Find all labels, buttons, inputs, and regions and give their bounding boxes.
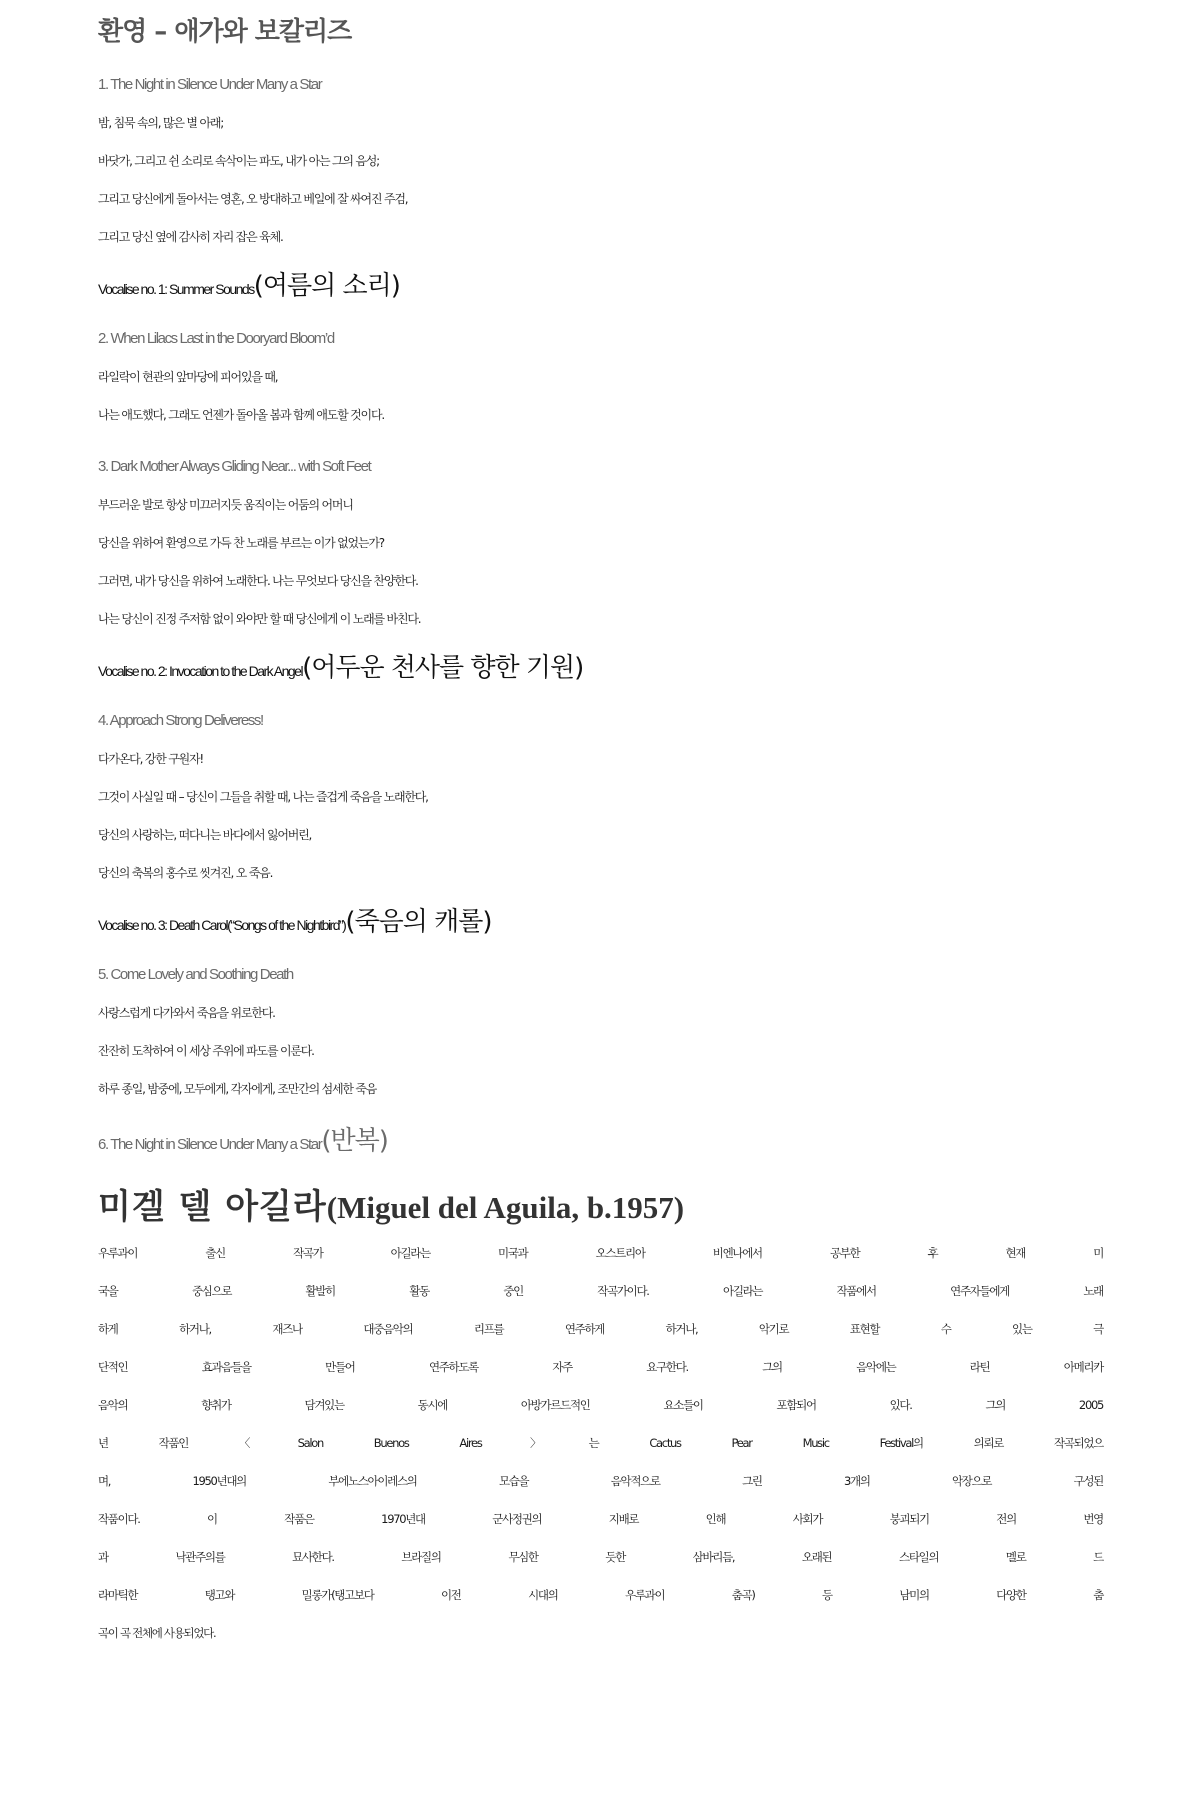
bio-line: 라마틱한 탱고와 밀롱가(탱고보다 이전 시대의 우루과이 춤곡) 등 남미의 다양한 춤 [98,1588,1103,1602]
movement-6 [98,1122,1103,1160]
movement-title: 3. Dark Mother Always Gliding Near... with Soft Feet [98,458,371,475]
bio-line: 음악의 향취가 담겨있는 동시에 아방가르드적인 요소들이 포함되어 있다. 그의 2005 [98,1398,1103,1412]
bio-line: 곡이 곡 전체에 사용되었다. [98,1626,216,1640]
bio-line: 며, 1950년대의 부에노스아이레스의 모습을 음악적으로 그린 3개의 악장으로 구성된 [98,1474,1103,1488]
movement-1 [98,66,1103,256]
lyric-line: 그것이 사실일 때 – 당신이 그들을 취할 때, 나는 즐겁게 죽음을 노래한다, [98,790,428,804]
bio-line: 우루과이 출신 작곡가 아길라는 미국과 오스트리아 비엔나에서 공부한 후 현재 미 [98,1246,1103,1260]
vocalise-3 [98,902,1103,942]
movement-title-en: 6. The Night in Silence Under Many a Star [98,1136,322,1153]
vocalise-title: Vocalise no. 1: Summer Sounds [98,281,254,297]
movement-4 [98,702,1103,892]
lyric-line: 하루 종일, 밤중에, 모두에게, 각자에게, 조만간의 섬세한 죽음 [98,1082,377,1096]
lyric-line: 당신의 축복의 홍수로 씻겨진, 오 죽음. [98,866,273,880]
lyric-line: 다가온다, 강한 구원자! [98,752,203,766]
bio-line: 국을 중심으로 활발히 활동 중인 작곡가이다. 아길라는 작품에서 연주자들에게 노래 [98,1284,1103,1298]
vocalise-1 [98,266,1103,306]
bio-line: 하게 하거나, 재즈나 대중음악의 리프를 연주하게 하거나, 악기로 표현할 수 있는 극 [98,1322,1103,1336]
vocalise-title: Vocalise no. 3: Death Carol(“Songs of the Nightbird”) [98,917,346,933]
bio-line: 작품이다. 이 작품은 1970년대 군사정권의 지배로 인해 사회가 붕괴되기 전의 번영 [98,1512,1103,1526]
vocalise-title-kr: (죽음의 캐롤) [345,907,492,937]
lyric-line: 밤, 침묵 속의, 많은 별 아래; [98,116,224,130]
lyric-line: 그러면, 내가 당신을 위하여 노래한다. 나는 무엇보다 당신을 찬양한다. [98,574,418,588]
vocalise-title: Vocalise no. 2: Invocation to the Dark Angel [98,663,303,679]
lyric-line: 당신의 사랑하는, 떠다니는 바다에서 잃어버린, [98,828,312,842]
movement-2 [98,320,1103,434]
movement-title: 4. Approach Strong Deliveress! [98,712,263,729]
lyric-line: 바닷가, 그리고 쉰 소리로 속삭이는 파도, 내가 아는 그의 음성; [98,154,380,168]
movement-title: 5. Come Lovely and Soothing Death [98,966,293,983]
movement-3 [98,448,1103,638]
movement-title [98,1122,1103,1160]
composer-name-en: (Miguel del Aguila, b.1957) [326,1190,685,1225]
lyric-line: 당신을 위하여 환영으로 가득 찬 노래를 부르는 이가 없었는가? [98,536,384,550]
lyric-line: 사랑스럽게 다가와서 죽음을 위로한다. [98,1006,275,1020]
composer-name-kr: 미겔 델 아길라 [98,1187,327,1227]
lyric-line: 나는 당신이 진정 주저함 없이 와야만 할 때 당신에게 이 노래를 바친다. [98,612,421,626]
lyric-line: 그리고 당신에게 돌아서는 영혼, 오 방대하고 베일에 잘 싸여진 주검, [98,192,408,206]
lyric-line: 부드러운 발로 항상 미끄러지듯 움직이는 어둠의 어머니 [98,498,353,512]
bio-line: 년 작품인 〈Salon Buenos Aires〉는 Cactus Pear Music Festival의 의뢰로 작곡되었으 [98,1436,1103,1450]
bio-line: 단적인 효과음들을 만들어 연주하도록 자주 요구한다. 그의 음악에는 라틴 아메리카 [98,1360,1103,1374]
composer-heading [98,1182,1103,1232]
program-page [98,12,1103,1652]
lyric-line: 라일락이 현관의 앞마당에 피어있을 때, [98,370,278,384]
vocalise-2 [98,648,1103,688]
lyric-line: 잔잔히 도착하여 이 세상 주위에 파도를 이룬다. [98,1044,314,1058]
movement-5 [98,956,1103,1108]
lyric-line: 나는 애도했다, 그래도 언젠가 돌아올 봄과 함께 애도할 것이다. [98,408,384,422]
movement-title-kr: (반복) [321,1126,388,1156]
movement-title: 2. When Lilacs Last in the Dooryard Bloom’d [98,330,334,347]
bio-line: 과 낙관주의를 묘사한다. 브라질의 무심한 듯한 삼바리듬, 오래된 스타일의 멜로 드 [98,1550,1103,1564]
composer-bio [98,1234,1103,1652]
page-title: 환영 – 애가와 보칼리즈 [98,17,352,47]
lyric-line: 그리고 당신 옆에 감사히 자리 잡은 육체. [98,230,283,244]
vocalise-title-kr: (어두운 천사를 향한 기원) [302,653,584,683]
vocalise-title-kr: (여름의 소리) [253,271,400,301]
movement-title: 1. The Night in Silence Under Many a Star [98,76,322,93]
